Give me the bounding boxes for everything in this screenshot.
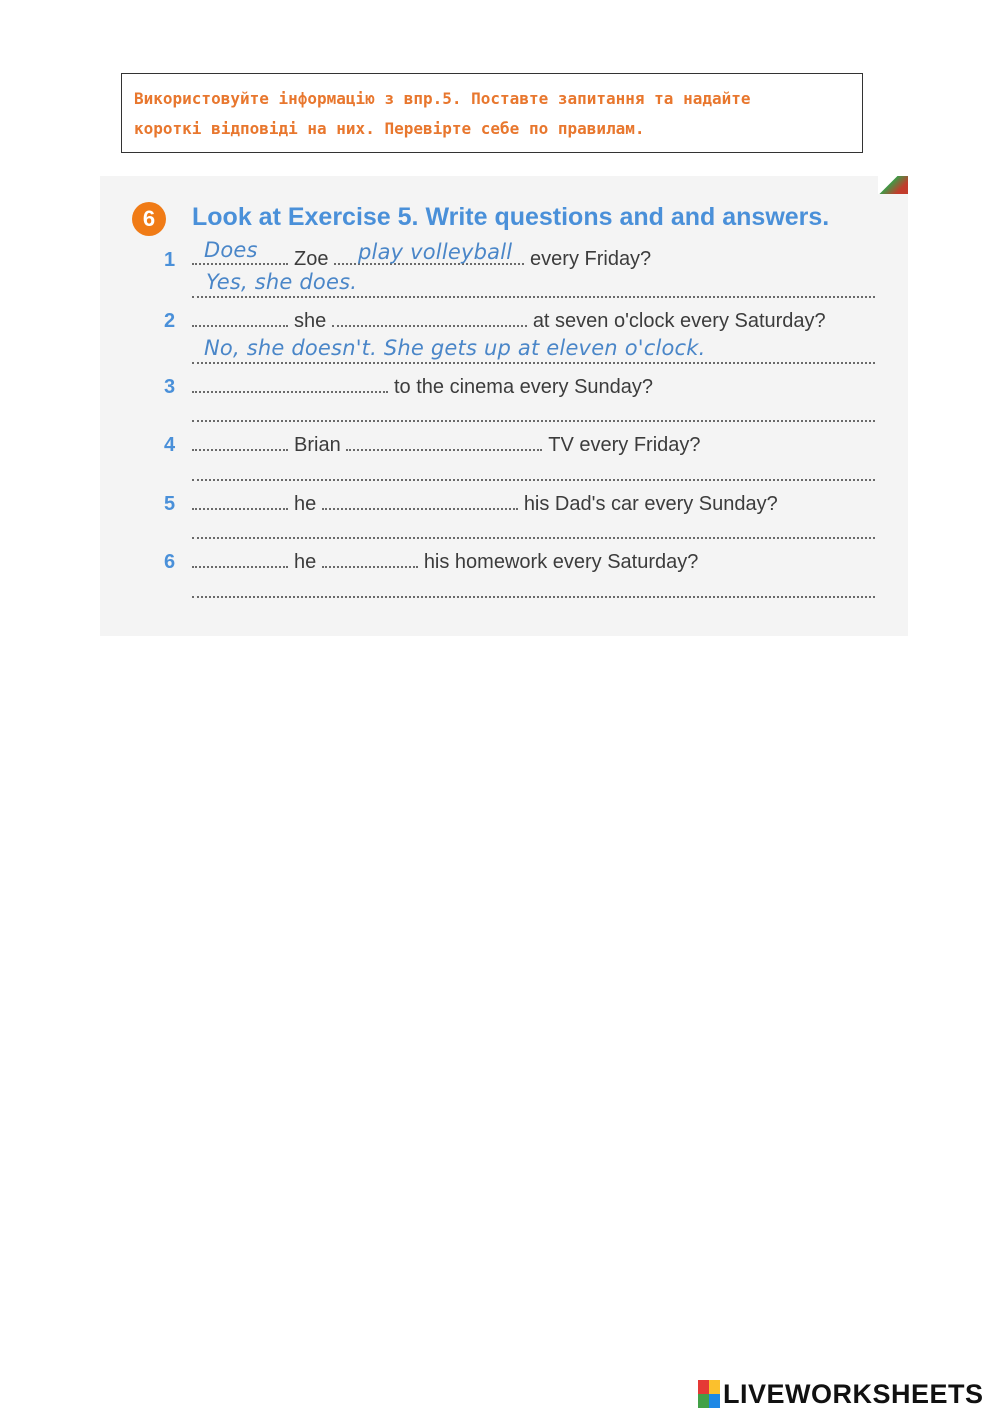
answer-blank-aux-5[interactable] <box>192 506 288 510</box>
item-number-4: 4 <box>164 434 176 456</box>
item-rest-4: TV every Friday? <box>548 434 701 456</box>
item-number-5: 5 <box>164 493 176 515</box>
handwritten-aux-1: Does <box>204 238 258 262</box>
question-line-2 <box>192 310 826 333</box>
question-line-3 <box>192 376 653 399</box>
answer-line-3[interactable] <box>192 418 875 422</box>
instruction-box <box>121 73 863 153</box>
item-rest-6: his homework every Saturday? <box>423 551 699 573</box>
item-rest-1: every Friday? <box>530 248 652 270</box>
logo-text: LIVEWORKSHEETS <box>723 1378 984 1409</box>
question-line-6 <box>192 551 698 574</box>
answer-blank-verb-6[interactable] <box>322 564 418 568</box>
answer-line-4[interactable] <box>192 477 875 481</box>
question-line-4 <box>192 434 701 457</box>
item-rest-3: to the cinema every Sunday? <box>394 376 654 398</box>
answer-blank-verb-5[interactable] <box>322 506 518 510</box>
question-line-5 <box>192 493 778 516</box>
answer-blank-aux-2[interactable] <box>192 323 288 327</box>
answer-blank-verb-2[interactable] <box>332 323 527 327</box>
handwritten-answer-1: Yes, she does. <box>206 270 358 294</box>
item-subject-6: he <box>294 551 317 573</box>
liveworksheets-logo-icon <box>698 1380 720 1408</box>
answer-blank-aux-6[interactable] <box>192 564 288 568</box>
answer-blank-aux-4[interactable] <box>192 447 288 451</box>
item-subject-1: Zoe <box>294 248 329 270</box>
answer-line-6[interactable] <box>192 594 875 598</box>
item-rest-2: at seven o'clock every Saturday? <box>532 310 826 332</box>
item-number-2: 2 <box>164 310 176 332</box>
item-subject-2: she <box>294 310 327 332</box>
exercise-number-badge: 6 <box>132 202 166 236</box>
handwritten-answer-2: No, she doesn't. She gets up at eleven o'clock. <box>204 336 706 360</box>
handwritten-verb-1: play volleyball <box>358 240 513 264</box>
instruction-line-2: короткі відповіді на них. Перевірте себе по правилам. <box>134 119 645 138</box>
item-number-6: 6 <box>164 551 176 573</box>
liveworksheets-logo <box>698 1378 984 1410</box>
corner-illustration <box>878 176 908 194</box>
instruction-line-1: Використовуйте інформацію з впр.5. Поставте запитання та надайте <box>134 89 751 108</box>
exercise-panel <box>100 176 908 636</box>
answer-blank-3[interactable] <box>192 389 388 393</box>
answer-line-5[interactable] <box>192 535 875 539</box>
item-number-1: 1 <box>164 249 176 271</box>
answer-line-1[interactable] <box>192 294 875 298</box>
item-subject-4: Brian <box>294 434 341 456</box>
item-rest-5: his Dad's car every Sunday? <box>523 493 778 515</box>
item-subject-5: he <box>294 493 317 515</box>
answer-line-2[interactable] <box>192 360 875 364</box>
answer-blank-verb-4[interactable] <box>346 447 542 451</box>
exercise-title: Look at Exercise 5. Write questions and and answers. <box>192 203 830 231</box>
item-number-3: 3 <box>164 376 176 398</box>
